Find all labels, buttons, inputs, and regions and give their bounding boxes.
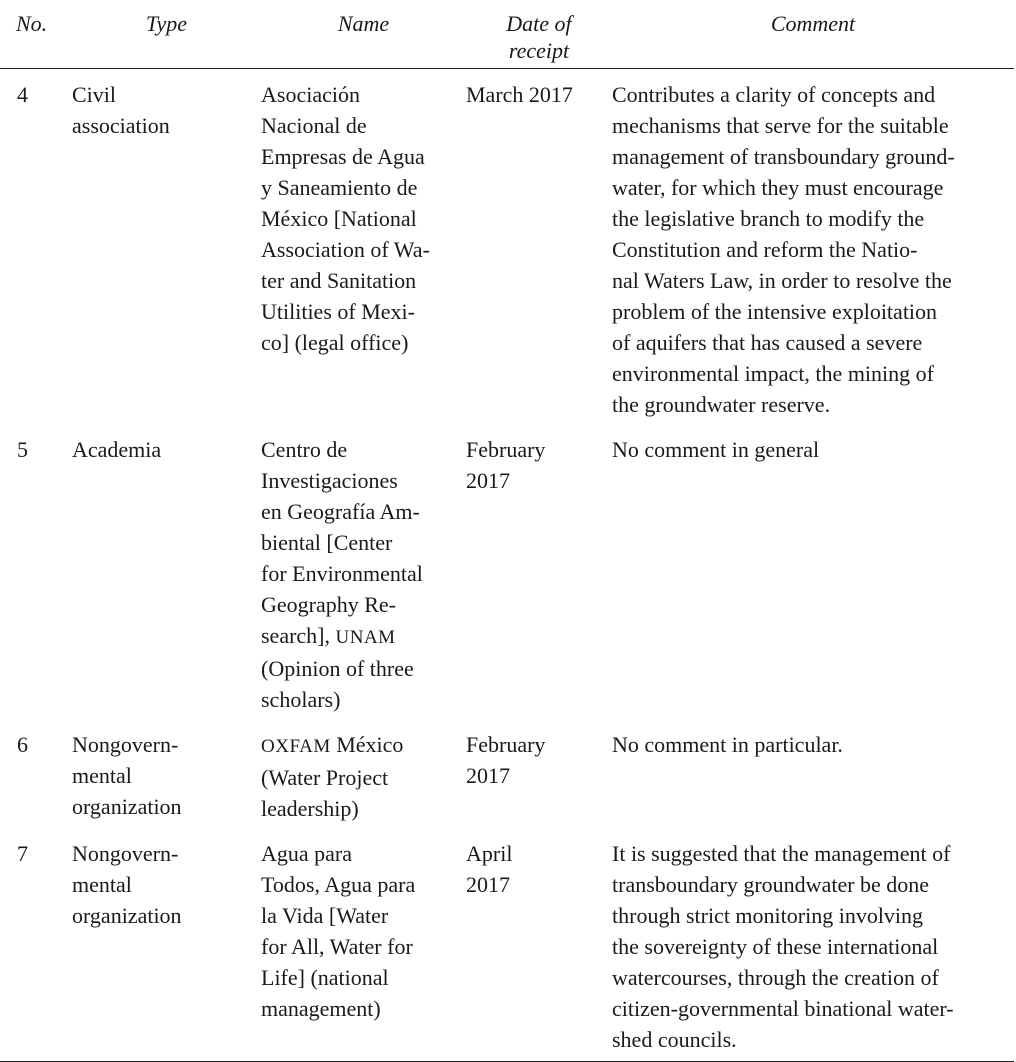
name-line: biental [Center [261, 530, 393, 555]
name-line: Investigaciones [261, 468, 398, 493]
header-row [0, 7, 1014, 69]
comment-line: water, for which they must encourage [612, 175, 944, 200]
cell-comment [612, 719, 1014, 828]
header-type: Type [145, 11, 188, 36]
name-line: Centro de [261, 437, 348, 462]
name-line: en Geografía Am- [261, 499, 420, 524]
name-line: Utilities of Mexi- [261, 299, 415, 324]
name-line: Life] (national [261, 965, 389, 990]
comment-line: Contributes a clarity of concepts and [612, 82, 936, 107]
name-line: (Water Project [261, 765, 389, 790]
type-line: Academia [72, 437, 162, 462]
date-line: 2017 [466, 872, 510, 897]
cell-type [72, 828, 261, 1059]
cell-name [261, 719, 466, 828]
comment-line: It is suggested that the management of [612, 841, 951, 866]
comment-line: the legislative branch to modify the [612, 206, 925, 231]
comment-line: transboundary groundwater be done [612, 872, 930, 897]
cell-date [466, 719, 612, 828]
cell-no: 5 [17, 437, 28, 462]
comments-table [0, 7, 1014, 1059]
name-line: Todos, Agua para [261, 872, 416, 897]
type-line: Nongovern- [72, 732, 179, 757]
name-line: scholars) [261, 687, 341, 712]
comment-line: the groundwater reserve. [612, 392, 831, 417]
type-line: organization [72, 903, 182, 928]
comment-line: through strict monitoring involving [612, 903, 924, 928]
cell-name [261, 69, 466, 425]
cell-type [72, 719, 261, 828]
type-line: association [72, 113, 170, 138]
table-body [0, 69, 1014, 1060]
cell-no: 7 [17, 841, 28, 866]
name-line: for All, Water for [261, 934, 413, 959]
comment-line: No comment in particular. [612, 732, 843, 757]
date-line: 2017 [466, 468, 510, 493]
comment-line: shed councils. [612, 1027, 737, 1052]
name-line: co] (legal office) [261, 330, 409, 355]
cell-date [466, 69, 612, 425]
comment-line: management of transboundary ground- [612, 144, 955, 169]
name-line: (Opinion of three [261, 656, 414, 681]
comment-line: the sovereignty of these international [612, 934, 939, 959]
comment-line: nal Waters Law, in order to resolve the [612, 268, 952, 293]
name-line: Empresas de Agua [261, 144, 425, 169]
comment-line: watercourses, through the creation of [612, 965, 939, 990]
cell-no: 4 [17, 82, 28, 107]
date-line: February [466, 437, 546, 462]
type-line: Nongovern- [72, 841, 179, 866]
date-line: March 2017 [466, 82, 573, 107]
name-line: search], UNAM [261, 623, 396, 648]
comment-line: mechanisms that serve for the suitable [612, 113, 949, 138]
date-line: 2017 [466, 763, 510, 788]
type-line: Civil [72, 82, 117, 107]
name-line: management) [261, 996, 381, 1021]
cell-date [466, 828, 612, 1059]
name-line: Geography Re- [261, 592, 397, 617]
header-date-line-2: receipt [508, 38, 570, 63]
name-line: OXFAM México [261, 732, 404, 757]
cell-name [261, 828, 466, 1059]
type-line: mental [72, 763, 132, 788]
comment-line: citizen-governmental binational water- [612, 996, 954, 1021]
comment-line: environmental impact, the mining of [612, 361, 934, 386]
cell-name [261, 424, 466, 719]
name-line: Nacional de [261, 113, 367, 138]
name-line: Association of Wa- [261, 237, 430, 262]
comment-line: problem of the intensive exploitation [612, 299, 938, 324]
header-no: No. [16, 11, 48, 36]
table-row [0, 719, 1014, 828]
table-row [0, 828, 1014, 1059]
cell-date [466, 424, 612, 719]
date-line: February [466, 732, 546, 757]
name-line: la Vida [Water [261, 903, 389, 928]
name-line: Asociación [261, 82, 360, 107]
name-line: Agua para [261, 841, 353, 866]
type-line: mental [72, 872, 132, 897]
type-line: organization [72, 794, 182, 819]
comment-line: Constitution and reform the Natio- [612, 237, 918, 262]
header-date-line-1: Date of [506, 11, 572, 36]
table-header [0, 7, 1014, 69]
acronym: UNAM [335, 627, 396, 648]
header-comment: Comment [770, 11, 856, 36]
cell-type [72, 69, 261, 425]
cell-comment [612, 69, 1014, 425]
header-name: Name [337, 11, 390, 36]
comment-line: No comment in general [612, 437, 820, 462]
cell-comment [612, 828, 1014, 1059]
name-line: México [National [261, 206, 417, 231]
table-row [0, 69, 1014, 425]
table-row [0, 424, 1014, 719]
cell-no: 6 [17, 732, 28, 757]
name-line: ter and Sanitation [261, 268, 417, 293]
acronym: OXFAM [261, 736, 331, 757]
name-line: leadership) [261, 796, 359, 821]
cell-comment [612, 424, 1014, 719]
cell-type [72, 424, 261, 719]
name-line: for Environmental [261, 561, 423, 586]
comment-line: of aquifers that has caused a severe [612, 330, 923, 355]
name-line: y Saneamiento de [261, 175, 418, 200]
header-date [466, 7, 612, 69]
date-line: April [466, 841, 513, 866]
